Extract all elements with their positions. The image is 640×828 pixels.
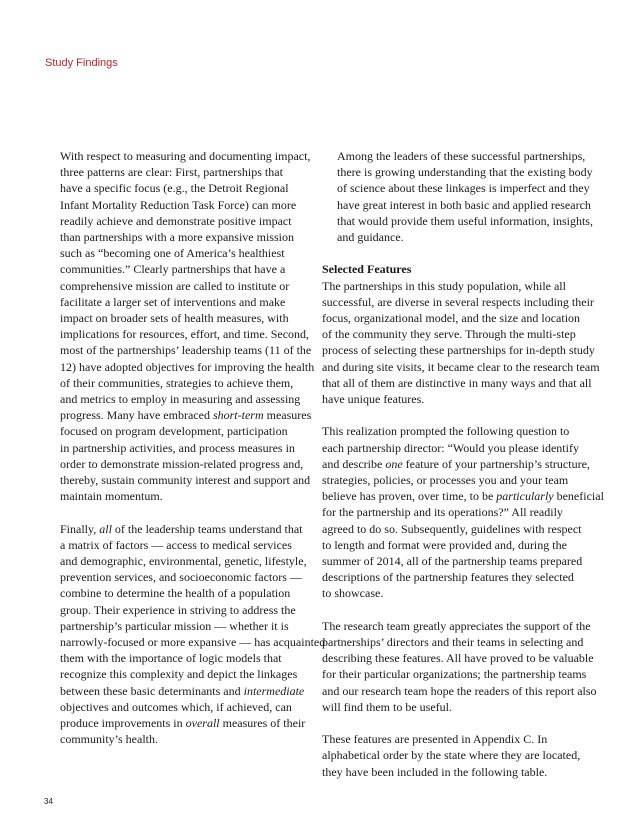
text-line: a matrix of factors — access to medical services: [60, 537, 292, 552]
text-line: believe has proven, over time, to be particularly beneficial: [322, 489, 604, 504]
text-line: than partnerships with a more expansive mission: [60, 230, 294, 245]
text-line: implications for resources, effort, and time. Second,: [60, 327, 310, 342]
text-line: readily achieve and demonstrate positive impact: [60, 213, 292, 228]
text-line: of the community they serve. Through the multi-step: [322, 327, 576, 342]
text-line: and describe one feature of your partnership’s structure,: [322, 456, 590, 471]
text-line: that all of them are distinctive in many ways and that all: [322, 375, 592, 390]
text-line: for their particular organizations; the partnership teams: [322, 667, 587, 682]
text-line: group. Their experience in striving to address the: [60, 602, 296, 617]
text-line: agreed to do so. Subsequently, guidelines with respect: [322, 521, 582, 536]
text-line: narrowly-focused or more expansive — has acquainted: [60, 635, 326, 650]
text-line: will find them to be useful.: [322, 699, 452, 714]
text-line: recognize this complexity and depict the linkages: [60, 667, 298, 682]
text-line: facilitate a larger set of interventions and make: [60, 294, 286, 309]
text-line: between these basic determinants and intermediate: [60, 683, 305, 698]
text-line: in partnership activities, and process measures in: [60, 440, 295, 455]
text-line: and demographic, environmental, genetic, lifestyle,: [60, 554, 307, 569]
text-line: to length and format were provided and, during the: [322, 537, 567, 552]
text-line: they have been included in the following table.: [322, 764, 548, 779]
text-line: have great interest in both basic and applied research: [337, 197, 591, 212]
text-line: Infant Mortality Reduction Task Force) can more: [60, 197, 297, 212]
left-column: [60, 148, 326, 748]
text-line: them with the importance of logic models that: [60, 651, 282, 666]
text-line: The partnerships in this study population, while all: [322, 278, 566, 293]
text-line: partnerships’ directors and their teams in selecting and: [322, 635, 584, 650]
text-line: descriptions of the partnership features they selected: [322, 570, 574, 585]
text-line: progress. Many have embraced short-term measures: [60, 408, 312, 423]
text-line: strategies, policies, or processes you and your team: [322, 473, 569, 488]
text-line: maintain momentum.: [60, 489, 163, 504]
text-line: of science about these linkages is imperfect and they: [337, 181, 590, 196]
text-line: combine to determine the health of a population: [60, 586, 291, 601]
text-line: impact on broader sets of health measures, with: [60, 311, 289, 326]
paragraph: [322, 618, 597, 715]
text-line: communities.” Clearly partnerships that have a: [60, 262, 286, 277]
text-line: have unique features.: [322, 392, 425, 407]
text-line: and metrics to employ in measuring and assessing: [60, 392, 301, 407]
paragraph: [60, 148, 315, 504]
text-line: and our research team hope the readers of this report also: [322, 683, 597, 698]
text-line: most of the partnerships’ leadership teams (11 of the: [60, 343, 312, 358]
text-line: Among the leaders of these successful partnerships,: [337, 149, 586, 163]
text-line: 12) have adopted objectives for improving the health: [60, 359, 315, 374]
text-line: there is growing understanding that the existing body: [337, 165, 593, 180]
running-header: Study Findings: [45, 57, 118, 69]
text-line: alphabetical order by the state where they are located,: [322, 748, 581, 763]
text-line: This realization prompted the following question to: [322, 424, 570, 439]
paragraph: [60, 521, 326, 748]
text-line: The research team greatly appreciates the support of the: [322, 618, 591, 633]
text-line: focus, organizational model, and the size and location: [322, 311, 581, 326]
text-line: Finally, all of the leadership teams understand that: [60, 521, 303, 536]
intro-paragraph: [322, 148, 593, 245]
text-line: describing these features. All have proved to be valuable: [322, 651, 594, 666]
text-line: to showcase.: [322, 586, 384, 601]
text-line: three patterns are clear: First, partnerships that: [60, 165, 283, 180]
section-heading: Selected Features: [322, 262, 412, 277]
text-line: each partnership director: “Would you please identify: [322, 440, 579, 455]
paragraph: [322, 423, 604, 601]
text-line: for the partnership and its operations?” All readily: [322, 505, 563, 520]
text-line: summer of 2014, all of the partnership teams prepared: [322, 554, 583, 569]
text-line: that would provide them useful information, insights,: [337, 213, 593, 228]
text-line: thereby, sustain community interest and support and: [60, 473, 311, 488]
text-line: prevention services, and socioeconomic factors —: [60, 570, 302, 585]
text-line: partnership’s particular mission — whether it is: [60, 618, 289, 633]
text-line: comprehensive mission are called to institute or: [60, 278, 290, 293]
text-line: community’s health.: [60, 732, 158, 747]
text-line: These features are presented in Appendix C. In: [322, 732, 548, 747]
right-column: [322, 148, 604, 780]
text-line: successful, are diverse in several respects including their: [322, 294, 594, 309]
text-line: order to demonstrate mission-related progress and,: [60, 456, 304, 471]
text-line: focused on program development, participation: [60, 424, 288, 439]
text-line: such as “becoming one of America’s healthiest: [60, 246, 285, 261]
paragraph: [322, 278, 600, 408]
text-line: produce improvements in overall measures of their: [60, 716, 306, 731]
text-line: and during site visits, it became clear to the research team: [322, 359, 600, 374]
text-line: of their communities, strategies to achieve them,: [60, 375, 294, 390]
text-line: have a specific focus (e.g., the Detroit Regional: [60, 181, 289, 196]
page-number: 34: [44, 797, 53, 806]
text-line: process of selecting these partnerships for in-depth study: [322, 343, 595, 358]
text-line: and guidance.: [337, 230, 404, 245]
paragraph: [322, 731, 590, 780]
text-line: With respect to measuring and documenting impact,: [60, 149, 311, 163]
text-line: objectives and outcomes which, if achieved, can: [60, 699, 292, 714]
